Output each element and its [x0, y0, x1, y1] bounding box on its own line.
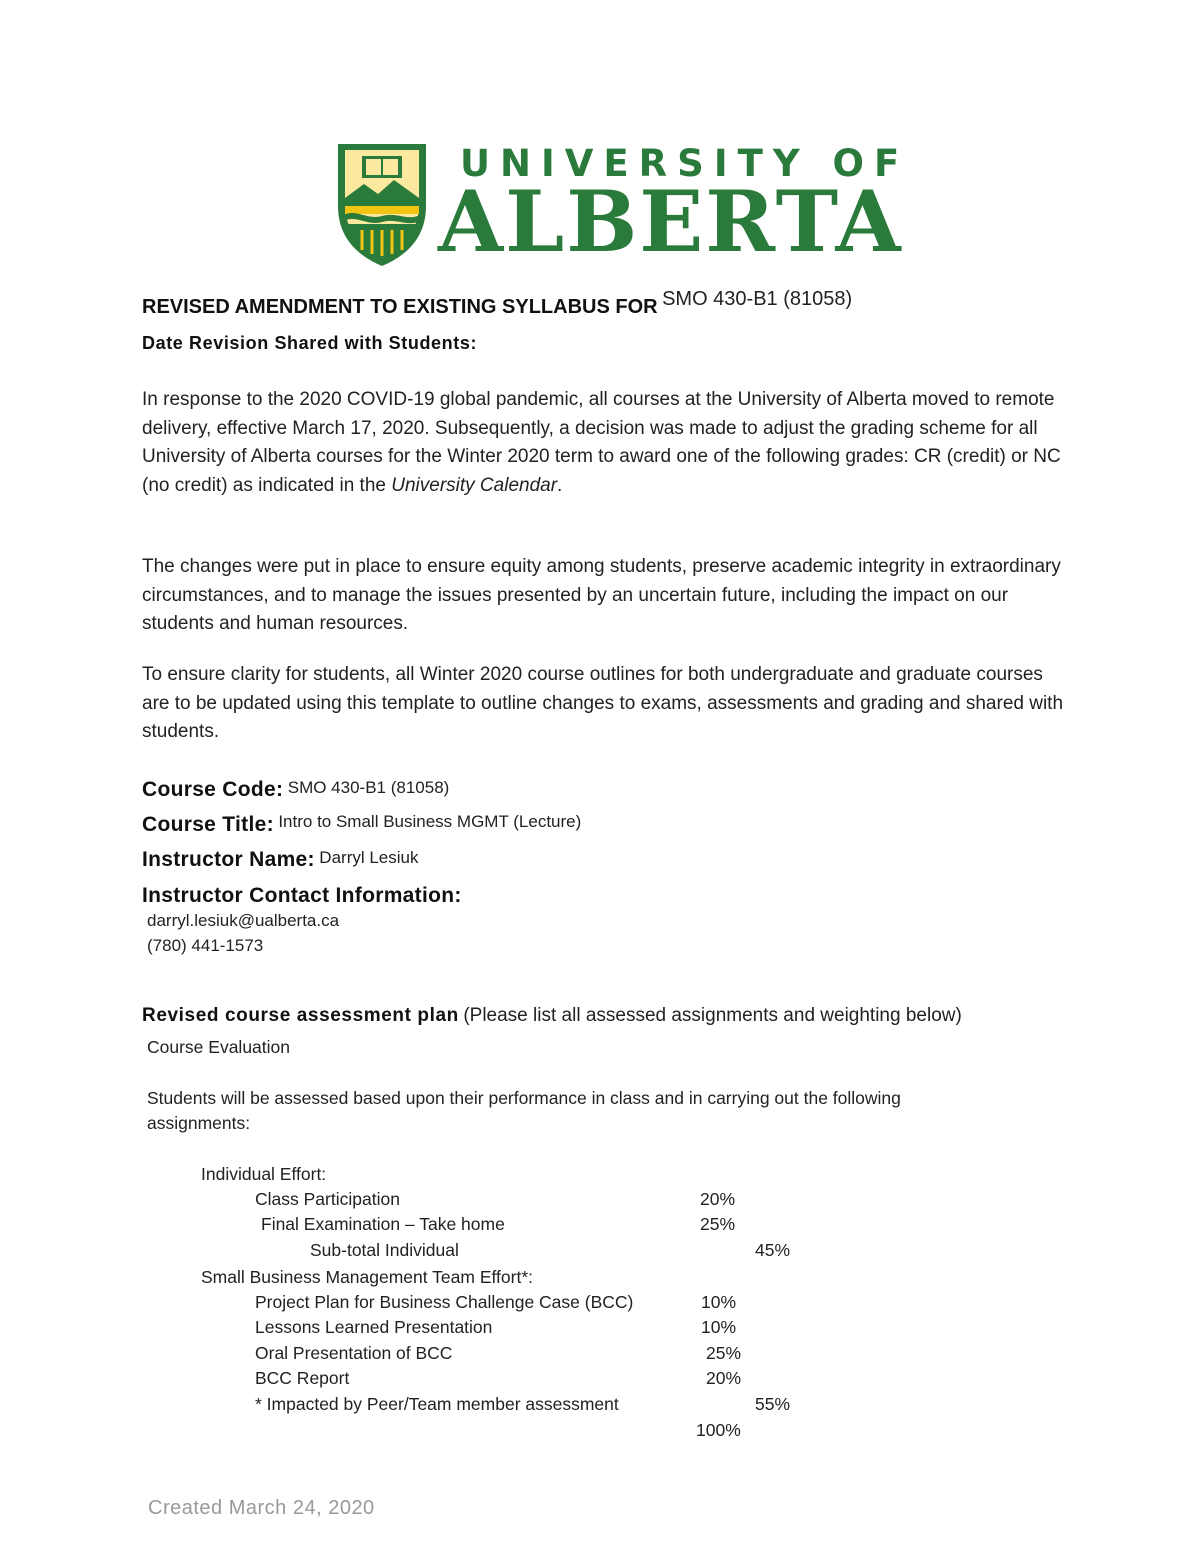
instructor-phone: (780) 441-1573	[147, 936, 264, 955]
assessment-intro-line2: assignments:	[147, 1113, 251, 1133]
individual-effort-label: Individual Effort:	[201, 1164, 327, 1184]
team-subtotal-value: 55%	[755, 1394, 791, 1414]
paragraph-intro-end: .	[557, 475, 563, 497]
assessment-heading	[142, 1005, 962, 1027]
course-evaluation-title: Course Evaluation	[147, 1037, 290, 1057]
instructor-name-value: Darryl Lesiuk	[319, 848, 419, 867]
list-item-weight: 20%	[700, 1189, 736, 1209]
date-revision-label: Date Revision Shared with Students:	[142, 333, 478, 353]
instructor-email: darryl.lesiuk@ualberta.ca	[147, 911, 340, 930]
instructor-name-label: Instructor Name:	[142, 848, 315, 871]
list-item-label: Final Examination – Take home	[261, 1214, 505, 1234]
paragraph-changes-text: The changes were put in place to ensure equity among students, preserve academic integrity in extraordinary circumstances, and to manage the issues presented by an uncertain future, including the impact on our students and human resources.	[142, 556, 1061, 635]
course-title-value: Intro to Small Business MGMT (Lecture)	[278, 812, 582, 831]
page-title-line	[142, 288, 853, 319]
instructor-contact-label: Instructor Contact Information:	[142, 884, 462, 907]
assessment-heading-bold: Revised course assessment plan	[142, 1005, 459, 1026]
logo-university-of: UNIVERSITY OF	[460, 142, 910, 185]
list-item-weight: 10%	[701, 1292, 737, 1312]
paragraph-changes	[142, 553, 1072, 639]
list-item-label: Oral Presentation of BCC	[255, 1343, 453, 1363]
list-item-label: Class Participation	[255, 1189, 400, 1209]
assessment-intro-line1: Students will be assessed based upon their performance in class and in carrying out the following	[147, 1088, 901, 1108]
list-item-label: Lessons Learned Presentation	[255, 1317, 493, 1337]
list-item-weight: 10%	[701, 1317, 737, 1337]
paragraph-intro-text: In response to the 2020 COVID-19 global pandemic, all courses at the University of Alberta moved to remote delivery, effective March 17, 2020. Subsequently, a decision was made to adjust the grading scheme for all University of Alberta courses for the Winter 2020 term to award one of the following grades: CR (credit) or NC (no credit) as indicated in the	[142, 389, 1061, 497]
course-code-label: Course Code:	[142, 778, 284, 801]
course-code-row	[142, 778, 449, 802]
total-value: 100%	[696, 1420, 741, 1440]
paragraph-intro	[142, 386, 1072, 501]
paragraph-clarity-text: To ensure clarity for students, all Winter 2020 course outlines for both undergraduate and graduate courses are to be updated using this template to outline changes to exams, assessments and grading and shared with students.	[142, 664, 1064, 743]
logo-alberta: ALBERTA	[438, 172, 903, 271]
university-logo	[334, 140, 910, 271]
page-title: REVISED AMENDMENT TO EXISTING SYLLABUS FOR	[142, 296, 658, 318]
instructor-name-row	[142, 848, 419, 872]
paragraph-clarity	[142, 661, 1072, 747]
created-date: Created March 24, 2020	[148, 1497, 375, 1519]
list-item-label: BCC Report	[255, 1368, 350, 1388]
course-title-label: Course Title:	[142, 813, 274, 836]
list-item-weight: 25%	[700, 1214, 736, 1234]
peer-assessment-note: * Impacted by Peer/Team member assessment	[255, 1394, 619, 1414]
subtotal-individual-label: Sub-total Individual	[310, 1240, 459, 1260]
university-crest-icon	[334, 140, 430, 268]
list-item-weight: 25%	[706, 1343, 742, 1363]
assessment-heading-note: (Please list all assessed assignments and weighting below)	[463, 1005, 962, 1026]
page-title-course-ref: SMO 430-B1 (81058)	[662, 288, 853, 310]
course-code-value: SMO 430-B1 (81058)	[287, 778, 450, 797]
team-effort-label: Small Business Management Team Effort*:	[201, 1267, 534, 1287]
university-calendar-ref: University Calendar	[391, 475, 558, 497]
course-title-row	[142, 813, 581, 837]
list-item-label: Project Plan for Business Challenge Case (BCC)	[255, 1292, 634, 1312]
subtotal-individual-value: 45%	[755, 1240, 791, 1260]
list-item-weight: 20%	[706, 1368, 742, 1388]
